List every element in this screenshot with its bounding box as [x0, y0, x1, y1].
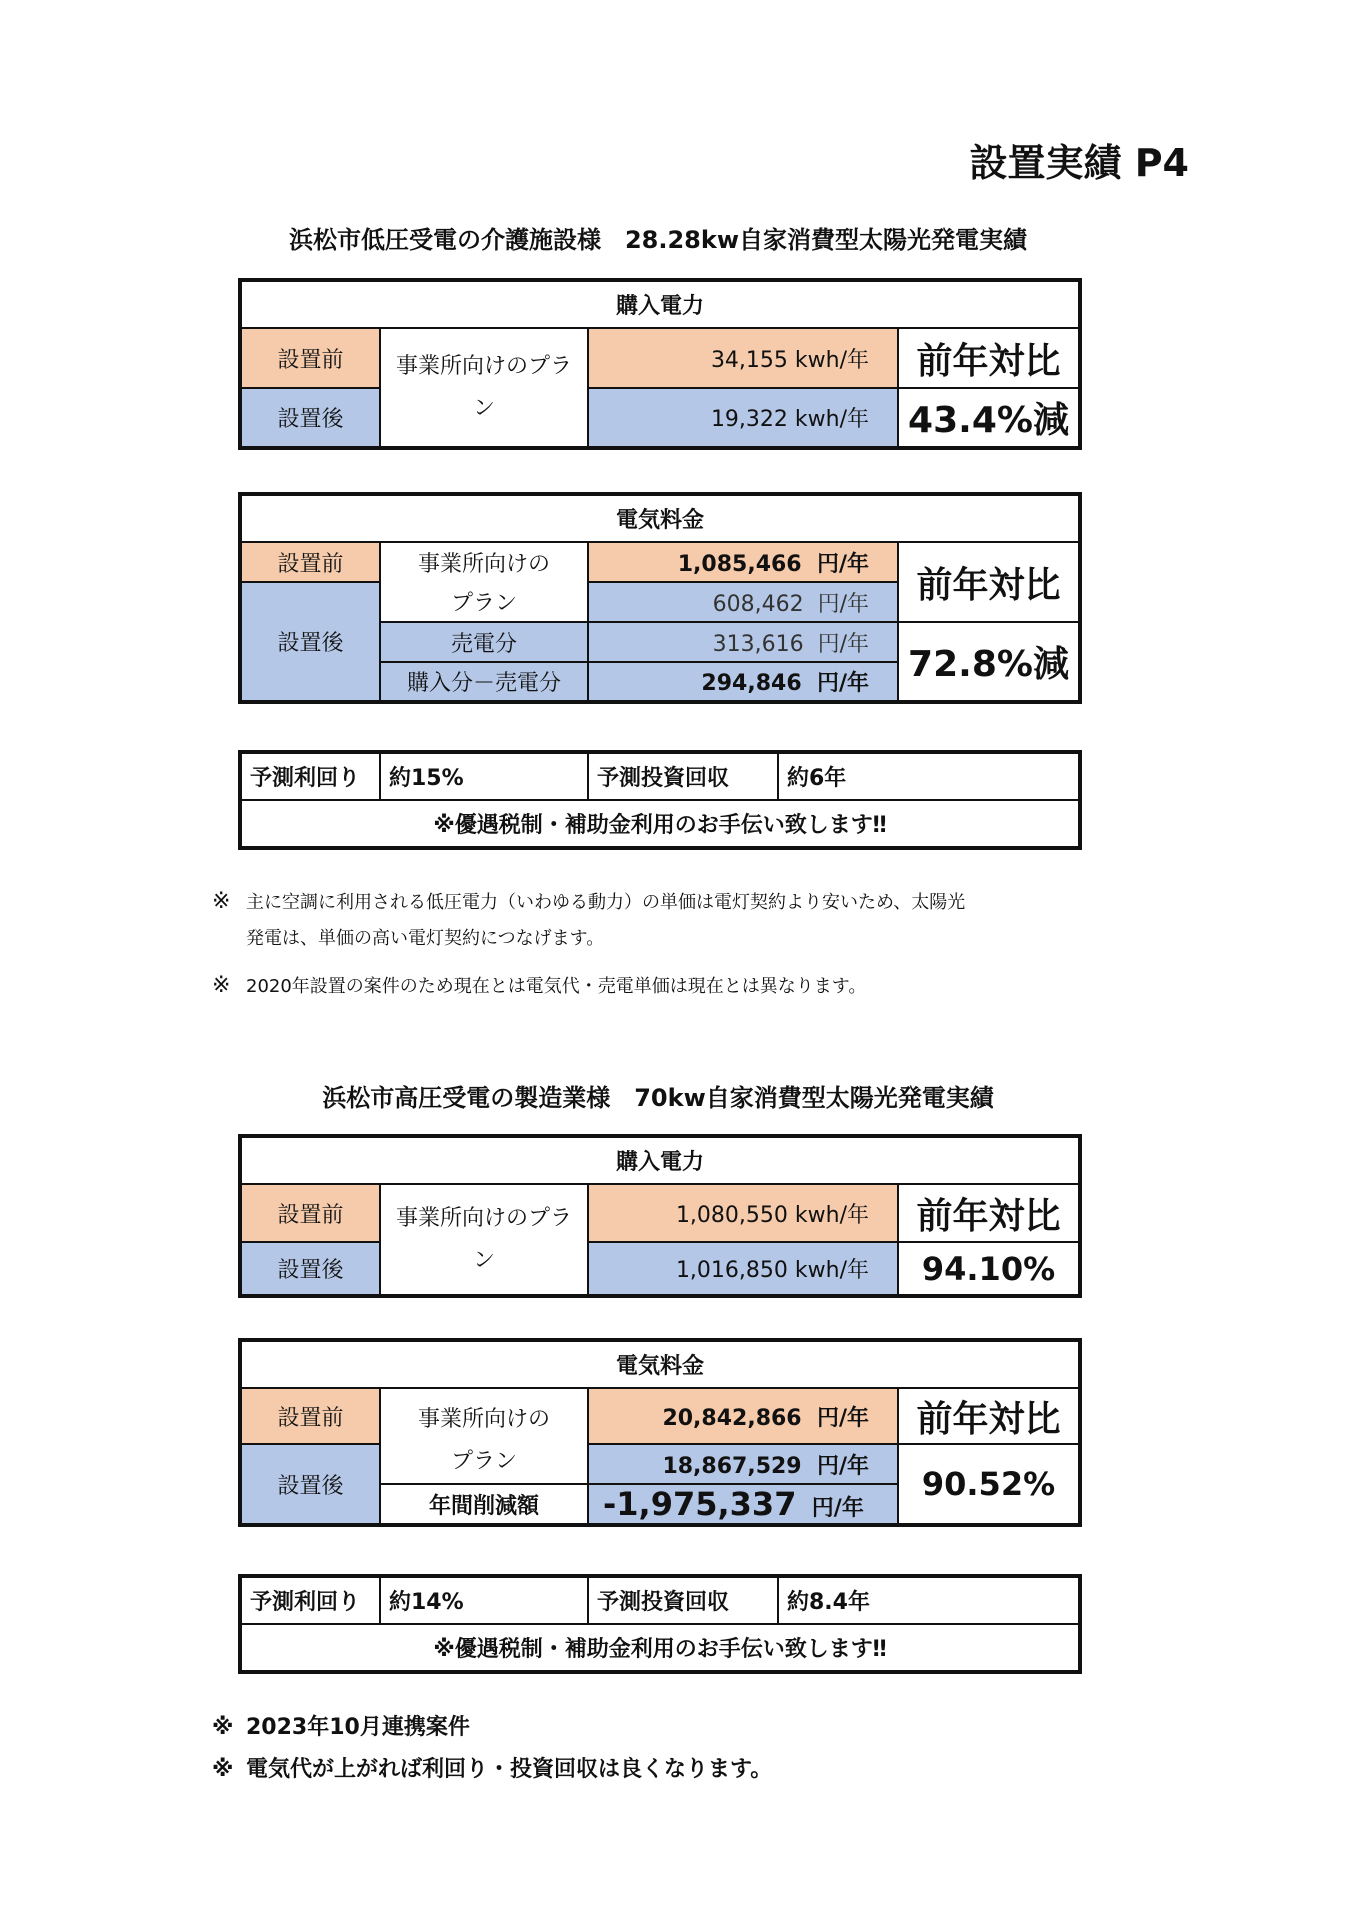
after-bill: 18,867,529 円/年: [588, 1444, 898, 1484]
payback-label: 予測投資回収: [588, 752, 778, 800]
case1-note-2: ※ 2020年設置の案件のため現在とは電気代・売電単価は現在とは異なります。: [212, 973, 867, 998]
after-kwh: 19,322 kwh/年: [588, 388, 898, 448]
before-label: 設置前: [240, 1184, 380, 1242]
payback-value: 約6年: [778, 752, 1080, 800]
bill-header: 電気料金: [240, 494, 1080, 542]
reduction-label: 年間削減額: [380, 1484, 588, 1525]
yield-label: 予測利回り: [240, 752, 380, 800]
before-label: 設置前: [240, 1388, 380, 1444]
compare-value: 90.52%: [898, 1444, 1080, 1525]
plan-label: 事業所向けのプラン: [380, 1184, 588, 1296]
case1-forecast-table: [238, 750, 1082, 850]
reduction-value: -1,975,337 円/年: [588, 1484, 898, 1525]
compare-label: 前年対比: [898, 1388, 1080, 1444]
plan-label: 事業所向けのプラン: [380, 328, 588, 448]
case1-purchase-table: [238, 278, 1082, 450]
case2-note-1: ※ 2023年10月連携案件: [212, 1715, 470, 1740]
before-bill: 20,842,866 円/年: [588, 1388, 898, 1444]
after-kwh: 1,016,850 kwh/年: [588, 1242, 898, 1296]
before-bill: 1,085,466 円/年: [588, 542, 898, 582]
before-kwh: 1,080,550 kwh/年: [588, 1184, 898, 1242]
plan-label: 事業所向けの プラン: [380, 1388, 588, 1484]
payback-value: 約8.4年: [778, 1576, 1080, 1624]
purchase-header: 購入電力: [240, 1136, 1080, 1184]
yield-label: 予測利回り: [240, 1576, 380, 1624]
compare-label: 前年対比: [898, 328, 1080, 388]
before-label: 設置前: [240, 328, 380, 388]
after-bill: 608,462 円/年: [588, 582, 898, 622]
purchase-header: 購入電力: [240, 280, 1080, 328]
sold-value: 313,616 円/年: [588, 622, 898, 662]
case1-title: 浜松市低圧受電の介護施設様 28.28kw自家消費型太陽光発電実績: [288, 226, 1028, 254]
after-label: 設置後: [240, 582, 380, 702]
support-note: ※優遇税制・補助金利用のお手伝い致します‼: [240, 1624, 1080, 1672]
compare-value: 72.8%減: [898, 622, 1080, 702]
plan-line2: プラン: [380, 582, 588, 622]
compare-value: 94.10%: [898, 1242, 1080, 1296]
case2-bill-table: [238, 1338, 1082, 1527]
payback-label: 予測投資回収: [588, 1576, 778, 1624]
after-label: 設置後: [240, 1444, 380, 1525]
plan-line1: 事業所向けの: [380, 542, 588, 582]
after-label: 設置後: [240, 388, 380, 448]
bill-header: 電気料金: [240, 1340, 1080, 1388]
compare-label: 前年対比: [898, 1184, 1080, 1242]
after-label: 設置後: [240, 1242, 380, 1296]
yield-value: 約14%: [380, 1576, 588, 1624]
net-label: 購入分－売電分: [380, 662, 588, 702]
case2-forecast-table: [238, 1574, 1082, 1674]
case1-note-1: ※ 主に空調に利用される低圧電力（いわゆる動力）の単価は電灯契約より安いため、太陽光 発電は、単価の高い電灯契約につなげます。: [212, 889, 966, 949]
before-label: 設置前: [240, 542, 380, 582]
case1-bill-table: [238, 492, 1082, 704]
net-value: 294,846 円/年: [588, 662, 898, 702]
before-kwh: 34,155 kwh/年: [588, 328, 898, 388]
sold-label: 売電分: [380, 622, 588, 662]
case2-purchase-table: [238, 1134, 1082, 1298]
case2-note-2: ※ 電気代が上がれば利回り・投資回収は良くなります。: [212, 1757, 773, 1782]
support-note: ※優遇税制・補助金利用のお手伝い致します‼: [240, 800, 1080, 848]
compare-label: 前年対比: [898, 542, 1080, 622]
case2-title: 浜松市高圧受電の製造業様 70kw自家消費型太陽光発電実績: [322, 1084, 994, 1112]
yield-value: 約15%: [380, 752, 588, 800]
compare-value: 43.4%減: [898, 388, 1080, 448]
page-title: 設置実績 P4: [969, 141, 1189, 185]
